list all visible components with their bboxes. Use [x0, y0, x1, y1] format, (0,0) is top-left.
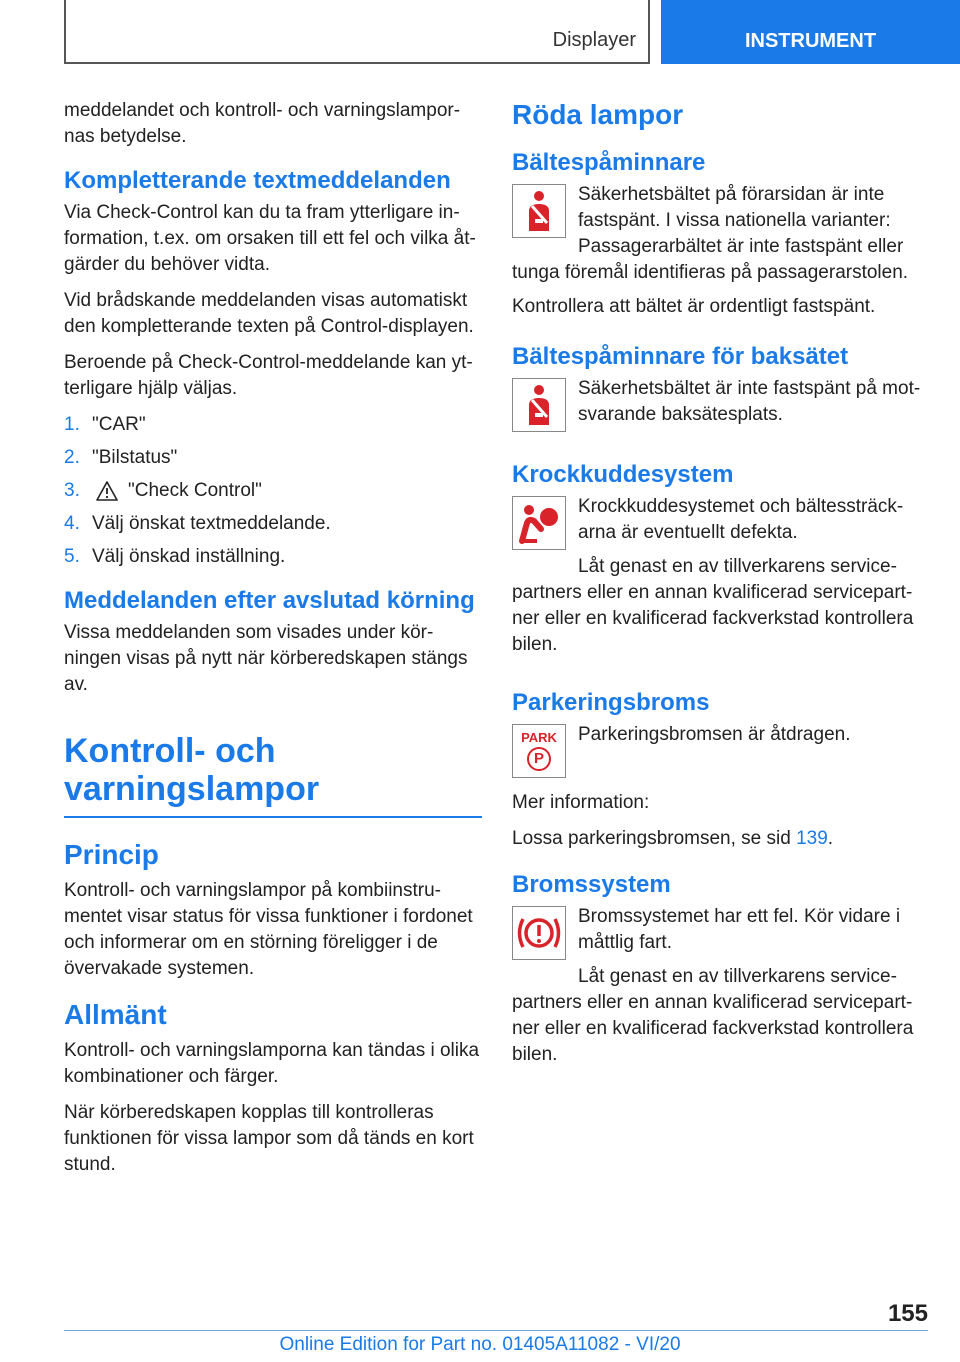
rear-seatbelt-warning-icon: [512, 378, 566, 432]
step-number: 5.: [64, 546, 80, 567]
step-number: 1.: [64, 414, 80, 435]
chapter-title-rule: [64, 816, 482, 818]
step-text: "Check Control": [128, 480, 262, 501]
allmant-paragraph-1: Kontroll- och varningslamporna kan tändas i olika kombinationer och färger.: [64, 1040, 480, 1087]
heading-kompletterande: Kompletterande textmeddelanden: [64, 167, 451, 194]
kompl-paragraph-3: Beroende på Check-Control-meddelande kan ytterligare hjälp väljas.: [64, 352, 473, 399]
kompl-paragraph-1: Via Check-Control kan du ta fram ytterligare information, t.ex. om orsaken till ett fel och vilka åtgärder du behöver vidta.: [64, 202, 476, 275]
steps-list: [64, 412, 482, 570]
princip-paragraph: Kontroll- och varningslampor på kombiinstrumentet visar status för vissa funktioner i fordonet och informerar om en störning föreligger i de övervakade systemen.: [64, 880, 473, 979]
step-number: 3.: [64, 480, 80, 501]
step-number: 2.: [64, 447, 80, 468]
chapter-title-line-2: varningslampor: [64, 770, 320, 808]
parking-brake-paragraph: Parkeringsbromsen är åtdragen.: [578, 724, 851, 745]
step-item: [64, 412, 482, 438]
heading-baltespaminnare-baksate: Bältespåminnare för baksätet: [512, 343, 849, 370]
step-text: "CAR": [92, 414, 146, 435]
step-item: [64, 445, 482, 471]
step-text: Välj önskat textmeddelande.: [92, 513, 331, 534]
more-info-label: Mer information:: [512, 792, 650, 813]
step-item: [64, 544, 482, 570]
header-chapter-tab: INSTRUMENT: [661, 0, 960, 64]
release-brake-end: .: [827, 828, 834, 849]
step-item: [64, 478, 482, 504]
right-column: [512, 98, 928, 1076]
after-paragraph: Vissa meddelanden som visades under körningen visas på nytt när körberedskapen stängs av.: [64, 622, 468, 695]
page-header: [0, 0, 960, 66]
kompl-paragraph-2: Vid brådskande meddelanden visas automatiskt den kompletterande texten på Control-displayen.: [64, 290, 474, 337]
warning-triangle-icon: [96, 481, 118, 501]
step-text: Välj önskad inställning.: [92, 546, 286, 567]
seatbelt-paragraph-1: Säkerhetsbältet på förarsidan är inte fastspänt. I vissa nationella varianter: Passagerarbältet är inte fastspänt eller tunga föremål identifieras på passagerarstolen.: [512, 184, 909, 283]
airbag-paragraph-1: Krockkuddesystemet och bältessträckarna är eventuellt defekta.: [578, 496, 904, 543]
lamp-airbag: [512, 494, 928, 666]
heading-parkeringsbroms: Parkeringsbroms: [512, 689, 710, 716]
lamp-brake-system: [512, 904, 928, 1076]
chapter-title: [64, 732, 482, 808]
parking-brake-icon: [512, 724, 566, 778]
airbag-warning-icon: [512, 496, 566, 550]
heading-princip: Princip: [64, 839, 159, 870]
step-item: [64, 511, 482, 537]
brake-paragraph-1: Bromssystemet har ett fel. Kör vidare i måttlig fart.: [578, 906, 901, 953]
page-reference-link[interactable]: 139: [796, 828, 828, 849]
lamp-parking-brake: [512, 722, 928, 784]
heading-allmant: Allmänt: [64, 999, 167, 1030]
park-icon-text: PARK: [521, 730, 557, 745]
seatbelt-warning-icon: [512, 184, 566, 238]
step-text: "Bilstatus": [92, 447, 178, 468]
release-brake-paragraph: [512, 826, 928, 852]
lamp-seatbelt: [512, 182, 928, 294]
footer-edition: Online Edition for Part no. 01405A11082 - VI/20: [279, 1334, 681, 1355]
heading-bromssystem: Bromssystem: [512, 871, 671, 898]
brake-warning-icon: [512, 906, 566, 960]
heading-krockkuddesystem: Krockkuddesystem: [512, 461, 734, 488]
heading-roda-lampor: Röda lampor: [512, 99, 684, 130]
seatbelt-paragraph-2: Kontrollera att bältet är ordentligt fastspänt.: [512, 296, 876, 317]
intro-paragraph: meddelandet och kontroll- och varningslampornas betydelse.: [64, 100, 461, 147]
brake-paragraph-2: Låt genast en av tillverkarens servicepartners eller en annan kvalificerad servicepartner eller en kvalificerad fackverkstad kontrollera bilen.: [512, 966, 914, 1065]
header-section-label: Displayer: [552, 29, 636, 51]
chapter-title-line-1: Kontroll- och: [64, 732, 276, 770]
heading-baltespaminnare: Bältespåminnare: [512, 149, 706, 176]
heading-meddelanden-efter: Meddelanden efter avslutad körning: [64, 587, 475, 614]
lamp-rear-seatbelt: [512, 376, 928, 438]
airbag-paragraph-2: Låt genast en av tillverkarens servicepartners eller en annan kvalificerad servicepartner eller en kvalificerad fackverkstad kontrollera bilen.: [512, 556, 914, 655]
release-brake-text: Lossa parkeringsbromsen, se sid: [512, 828, 797, 849]
page-number: 155: [887, 1300, 928, 1327]
park-icon-letter: P: [527, 747, 551, 771]
left-column: [64, 98, 482, 1188]
rear-seatbelt-paragraph: Säkerhetsbältet är inte fastspänt på motsvarande baksätesplats.: [578, 378, 921, 425]
footer-rule: [64, 1330, 928, 1331]
allmant-paragraph-2: När körberedskapen kopplas till kontrolleras funktionen för vissa lampor som då tänds en kort stund.: [64, 1102, 474, 1175]
header-section-box: [64, 0, 650, 64]
step-number: 4.: [64, 513, 80, 534]
